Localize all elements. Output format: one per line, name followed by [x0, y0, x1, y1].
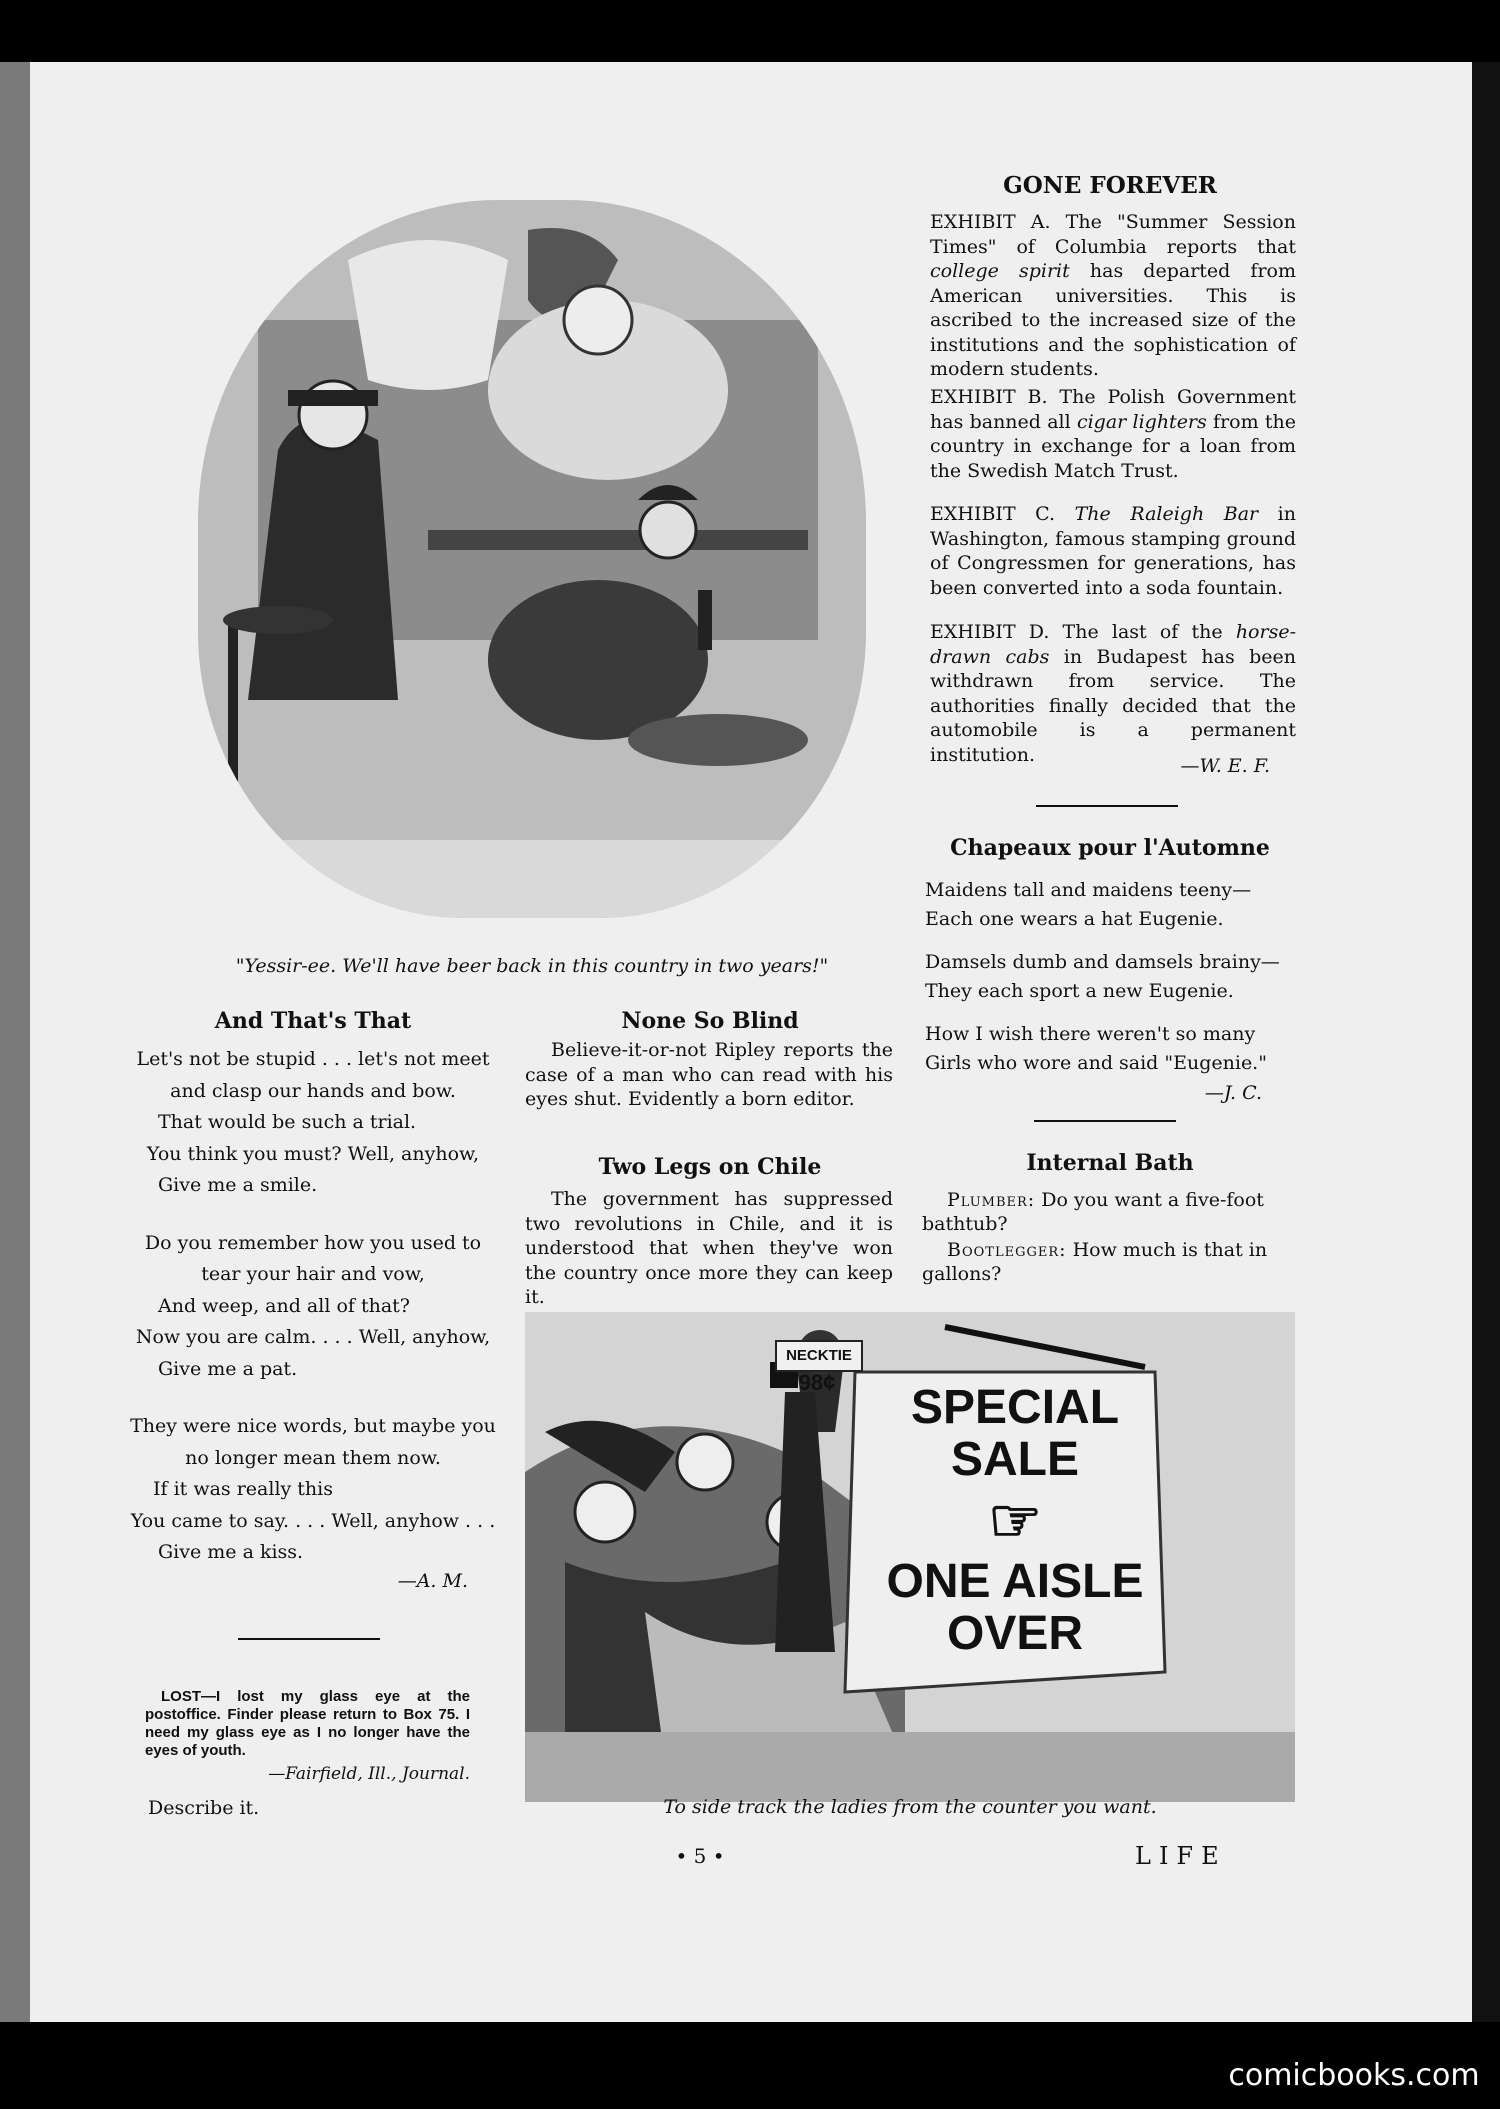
chapeaux-line-6: Girls who wore and said "Eugenie." — [925, 1052, 1267, 1074]
divider-1 — [1036, 805, 1178, 807]
exhibit-c-text-2: in Washington, famous stamping ground of Congressmen for generations, has been converted into a soda fountain. — [930, 503, 1296, 599]
exhibit-c — [930, 502, 1296, 600]
watermark: comicbooks.com — [1218, 2050, 1490, 2102]
cartoon1-caption: "Yessir-ee. We'll have beer back in this country in two years!" — [235, 955, 829, 977]
necktie-price: 98¢ — [798, 1370, 836, 1395]
scan-border-top — [0, 0, 1500, 62]
bootlegger-line: How much is that in gallons? — [922, 1239, 1268, 1285]
cartoon-special-sale — [525, 1312, 1295, 1802]
poem-line-14: You came to say. . . . Well, anyhow . . . — [130, 1509, 496, 1532]
page-number: • 5 • — [675, 1844, 725, 1868]
chapeaux-poem — [925, 876, 1305, 1078]
exhibit-c-italic: The Raleigh Bar — [1074, 503, 1259, 525]
pointing-hand-icon: ☞ — [988, 1487, 1042, 1554]
poem-line-9: Now you are calm. . . . Well, anyhow, — [135, 1326, 491, 1348]
poem-line-8: And weep, and all of that? — [158, 1294, 410, 1317]
internal-bath-title: Internal Bath — [1026, 1150, 1194, 1176]
exhibit-d-text-2: in Budapest has been withdrawn from service. The authorities finally decided that the automobile is a permanent institution. — [930, 645, 1297, 766]
poem-line-2: and clasp our hands and bow. — [170, 1079, 456, 1102]
poem-line-13: If it was really this — [153, 1478, 333, 1500]
plumber-label: Plumber: — [947, 1189, 1036, 1211]
banner-over: OVER — [946, 1607, 1084, 1660]
necktie-sign: NECKTIE — [775, 1340, 863, 1372]
book-spine — [0, 62, 30, 2022]
poem-line-1: Let's not be stupid . . . let's not meet — [136, 1048, 490, 1070]
none-so-blind-text: Believe-it-or-not Ripley reports the case of a man who can read with his eyes shut. Evidently a born editor. — [525, 1039, 893, 1110]
and-thats-that-signature: —A. M. — [397, 1570, 468, 1592]
exhibit-a — [930, 210, 1296, 382]
scan-border-right — [1472, 62, 1500, 2022]
exhibit-d — [930, 620, 1296, 767]
two-legs-text: The government has suppressed two revolutions in Chile, and it is understood that when they've won the country once more they can keep it. — [525, 1188, 893, 1308]
chapeaux-line-1: Maidens tall and maidens teeny— — [925, 879, 1252, 901]
exhibit-d-text-1: EXHIBIT D. The last of the — [930, 621, 1236, 643]
divider-2 — [1034, 1120, 1176, 1122]
poem-line-4: You think you must? Well, anyhow, — [146, 1142, 480, 1165]
magazine-name: LIFE — [1135, 1842, 1227, 1870]
poem-line-5: Give me a smile. — [158, 1174, 318, 1196]
exhibit-a-text-1: EXHIBIT A. The "Summer Session — [930, 211, 1296, 233]
poem-line-15: Give me a kiss. — [158, 1541, 304, 1563]
lost-notice: LOST—I lost my glass eye at the postoffice. Finder please return to Box 75. I need my glass eye as I no longer have the eyes of youth. — [145, 1688, 470, 1759]
and-thats-that-title: And That's That — [214, 1008, 412, 1034]
poem-line-7: tear your hair and vow, — [201, 1263, 425, 1285]
divider-3 — [238, 1638, 380, 1640]
poem-line-10: Give me a pat. — [158, 1357, 298, 1380]
none-so-blind-title: None So Blind — [621, 1008, 799, 1034]
gone-forever-title: GONE FOREVER — [1003, 172, 1217, 199]
poem-line-6: Do you remember how you used to — [144, 1231, 482, 1254]
lost-quip: Describe it. — [148, 1797, 260, 1819]
special-sale-banner — [855, 1382, 1175, 1660]
exhibit-a-text-3: has departed from American universities. This is ascribed to the increased size of the institutions and the sophistication of modern students. — [930, 260, 1296, 380]
bar-scene-drawing — [198, 200, 866, 918]
plumber-line: Do you want a five-foot bathtub? — [922, 1189, 1264, 1235]
banner-sale: SALE — [950, 1433, 1079, 1486]
poem-line-12: no longer mean them now. — [185, 1446, 441, 1469]
exhibit-d-italic: horse-drawn cabs — [930, 621, 1296, 668]
chapeaux-title: Chapeaux pour l'Automne — [950, 835, 1270, 861]
chapeaux-line-4: They each sport a new Eugenie. — [925, 980, 1234, 1002]
poem-line-11: They were nice words, but maybe you — [130, 1415, 496, 1437]
poem-line-3: That would be such a trial. — [158, 1111, 417, 1133]
cartoon2-caption: To side track the ladies from the counter you want. — [663, 1796, 1157, 1818]
exhibit-b-italic: cigar lighters — [1076, 410, 1207, 433]
and-thats-that-poem — [128, 1044, 498, 1569]
chapeaux-line-5: How I wish there weren't so many — [925, 1023, 1256, 1045]
banner-one-aisle: ONE AISLE — [886, 1555, 1144, 1608]
gone-forever-signature: —W. E. F. — [1180, 755, 1270, 777]
exhibit-b — [930, 385, 1296, 483]
banner-special: SPECIAL — [910, 1381, 1120, 1434]
internal-bath-dialogue — [922, 1188, 1298, 1286]
exhibit-b-text-2: from the country in exchange for a loan from the Swedish Match Trust. — [930, 410, 1296, 482]
cartoon-bar-scene — [198, 200, 866, 918]
two-legs-title: Two Legs on Chile — [598, 1154, 822, 1180]
chapeaux-line-3: Damsels dumb and damsels brainy— — [925, 951, 1280, 973]
bootlegger-label: Bootlegger: — [947, 1239, 1067, 1261]
exhibit-a-text-2: Times" of Columbia reports that — [930, 235, 1296, 258]
exhibit-b-text-1: EXHIBIT B. The Polish Government has banned all — [930, 386, 1296, 433]
chapeaux-signature: —J. C. — [1204, 1082, 1262, 1104]
chapeaux-line-2: Each one wears a hat Eugenie. — [925, 908, 1224, 930]
exhibit-a-italic: college spirit — [930, 260, 1070, 282]
lost-source: —Fairfield, Ill., Journal. — [268, 1764, 470, 1784]
exhibit-c-text-1: EXHIBIT C. — [930, 503, 1075, 525]
